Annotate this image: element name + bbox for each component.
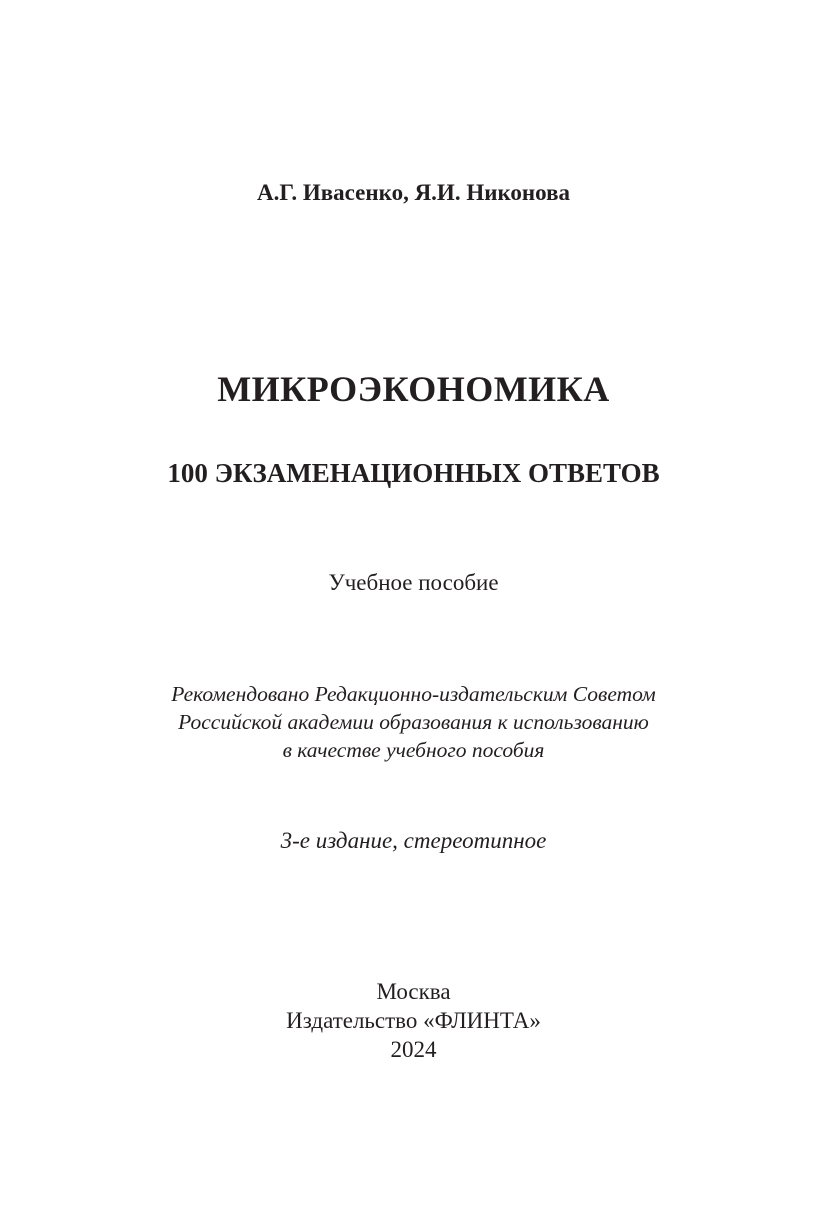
- recommendation-note: [0, 680, 827, 764]
- edition-info: 3-е издание, стереотипное: [280, 828, 547, 853]
- book-title: МИКРОЭКОНОМИКА: [217, 369, 610, 409]
- imprint: [0, 977, 827, 1064]
- imprint-publisher: Издательство «ФЛИНТА»: [286, 1008, 541, 1033]
- recommendation-line: Российской академии образования к использованию: [178, 710, 649, 734]
- imprint-year: 2024: [390, 1037, 437, 1062]
- document-type: Учебное пособие: [328, 570, 499, 595]
- imprint-city: Москва: [376, 979, 451, 1004]
- authors: А.Г. Ивасенко, Я.И. Никонова: [256, 180, 571, 205]
- recommendation-line: в качестве учебного пособия: [282, 738, 545, 762]
- book-subtitle: 100 ЭКЗАМЕНАЦИОННЫХ ОТВЕТОВ: [167, 458, 660, 488]
- recommendation-line: Рекомендовано Редакционно-издательским Советом: [171, 682, 656, 706]
